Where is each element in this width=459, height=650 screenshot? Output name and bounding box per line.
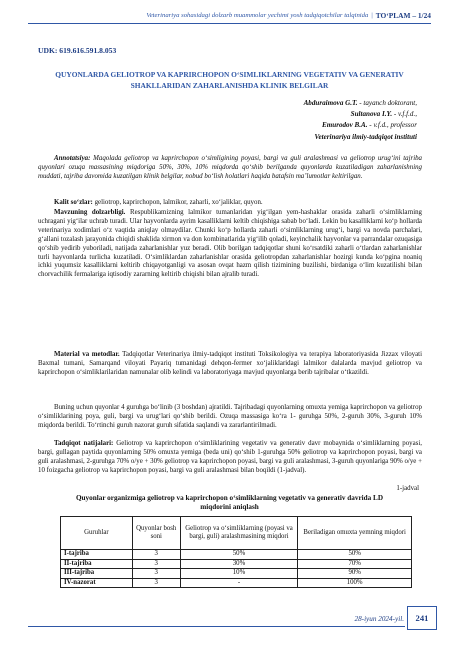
column-header: Quyonlar bosh soni bbox=[132, 517, 180, 550]
column-header: Beriladigan omuxta yemning miqdori bbox=[298, 517, 412, 550]
table-cell: 3 bbox=[132, 578, 180, 588]
author-name: Abduraimova G.T. bbox=[303, 99, 358, 107]
abstract-paragraph bbox=[38, 155, 422, 182]
relevance-text: Respublikamizning lalmikor tumanlaridan yig‘ilgan yem-hashaklar orasida zaharli o‘simliklarning uchragani yig‘ilar uchrab turadi. Ular hayvonlarda ayrim kasalliklarni keltib chiqishiga sabab bo‘ladi. Lekin bu kasalliklarni ko‘p hollarda veterinariya xodimlari o‘z vaqtida aniqlay olmaydilar. Chunki ko‘p hollarda zaharli o‘simliklarning urug‘i, bargi va novda parchalari, g‘allani tozalash jarayonida chiqidi shaklida xirmon va don kombinatlarida yig‘ilib qoladi, keyinchalik hayvonlar va parrandalar ozuqasiga qo‘shib yedirib yuboriladi, natijada zaharlanishlar yuz beradi. Olib borilgan tadqiqotlar shuni ko‘rsatdiki zaharli o‘tlardan zaharlanishlar turli hayvonlarda turlicha kuzatiladi. O‘simliklardan zaharlanishlar orasida geliotropdan zaharlanishlar hozirgi kunda ko‘pgina noaniq ichki yuqumsiz kasalliklarni keltirib chiqayotganligi va asosan ovqat hazm qilish tizimining buzilishi, birdaniga o‘lim kuzatilishi bilan chorvachilik fermalariga iqtisodiy zararning keltirib chiqishi bilan ajralib turadi. bbox=[38, 209, 423, 279]
table-title: Quyonlar organizmiga geliotrop va kaprirchopon o‘simliklarning vegetativ va generativ davrida LD miqdorini aniqlash bbox=[75, 494, 384, 511]
header-separator: | bbox=[371, 11, 373, 19]
relevance-label: Mavzuning dolzarbligi. bbox=[54, 209, 126, 216]
column-header: Geliotrop va o‘simliklarning (poyasi va bargi, guli) aralashmasining miqdori bbox=[180, 517, 298, 550]
udk-code: UDK: 619.616.591.8.053 bbox=[38, 46, 117, 55]
table-header-row bbox=[61, 517, 412, 550]
footer-rule bbox=[28, 626, 405, 627]
abstract-label: Annotatsiya: bbox=[54, 155, 91, 162]
table-row bbox=[61, 559, 412, 569]
table-cell: - bbox=[180, 578, 298, 588]
institution: Veterinariya ilmiy-tadqiqot instituti bbox=[314, 132, 417, 141]
keywords-text: geliotrop, kaprirchopon, lalmikor, zaharli, xo‘jaliklar, quyon. bbox=[92, 199, 263, 206]
results-paragraph bbox=[38, 440, 422, 476]
table-cell: IV-nazorat bbox=[61, 578, 133, 588]
table-cell: 30% bbox=[180, 559, 298, 569]
running-header bbox=[28, 8, 431, 22]
table-cell: 3 bbox=[132, 559, 180, 569]
page-number: 241 bbox=[407, 606, 437, 630]
header-rule bbox=[28, 23, 431, 24]
table-row bbox=[61, 578, 412, 588]
table-cell: II-tajriba bbox=[61, 559, 133, 569]
table-cell: 50% bbox=[180, 550, 298, 560]
keywords-paragraph bbox=[38, 199, 422, 208]
author-name: Emurodov B.A. bbox=[322, 121, 368, 130]
table-cell: 90% bbox=[298, 569, 412, 579]
results-label: Tadqiqot natijalari: bbox=[54, 440, 114, 447]
table-cell: I-tajriba bbox=[61, 550, 133, 560]
running-title: Veterinariya sohasidagi dolzarb muammolar yechimi yosh tadqiqotchilar talqinida bbox=[146, 11, 369, 19]
table-cell: 70% bbox=[298, 559, 412, 569]
methods-paragraph bbox=[38, 351, 422, 378]
column-header: Guruhlar bbox=[61, 517, 133, 550]
keywords-label: Kalit so‘zlar: bbox=[54, 199, 93, 206]
methods-label: Material va metodlar. bbox=[54, 351, 120, 358]
author-name: Sultanova I.Y. bbox=[350, 110, 393, 119]
table-cell: 3 bbox=[132, 569, 180, 579]
author-line bbox=[304, 120, 417, 131]
results-text: Geliotrop va kaprirchopon o‘simliklarining vegetativ va generativ davr mobaynida o‘simliklarning poyasi, bargi, gullagan paytida quyonlarning 50% omuxta yemiga (beda uni) qo‘shib 1-guruhga 50% geliotrop va kaprirchopon poyasi, bargi va guli aralashmasi, 2-guruhga 70% o/ye + 30% geliotrop va kaprirchopon poyasi, bargi va guli aralashmasi, 3-guruh quyonlariga 90% o/ye + 10 foizgacha geliotrop va kaprirchopon poyasi, bargi va guli aralashmasi bilan boqildi (1-jadval). bbox=[38, 440, 422, 474]
table-number: 1-jadval bbox=[396, 485, 419, 492]
journal-title: TO‘PLAM – 1/24 bbox=[375, 10, 431, 20]
table-cell: 10% bbox=[180, 569, 298, 579]
methods-paragraph-2: Buning uchun quyonlar 4 guruhga bo‘linib (3 boshdan) ajratildi. Tajribadagi quyonlarning omuxta yemiga kaprirchopon va geliotrop o‘simliklarining poya, guli, bargi va urug‘lari qo‘shib berildi. Ozuqa massasiga ko‘ra 1- guruhga 50%, 2-guruh 30%, 3-guruh 10% miqdorda berildi. To‘rtinchi guruh nazorat guruh sifatida saqlandi va zararlantirilmadi. bbox=[38, 404, 422, 429]
abstract-text: Maqolada geliotrop va kaprirchopon o‘simligining poyasi, bargi va guli aralashmasi va geliotrop urug‘ini tajriba quyonlari ozuqa massasining miqdoriga 50%, 30%, 10% miqdorda qo‘shib berilganda quyonlarda kuzatiladigan zaharlanishning muddati, tajriba davomida kuzatilgan klinik belgilar, nobud bo‘lish holatlari haqida batafsin ma’lumotlar keltirilgan. bbox=[38, 155, 422, 180]
table-cell: 50% bbox=[298, 550, 412, 560]
author-role: - v.f.f.d., bbox=[392, 110, 417, 119]
article-title: QUYONLARDA GELIOTROP VA KAPRIRCHOPON O‘SIMLIKLARNING VEGETATIV VA GENERATIV SHAKLLARIDAN ZAHARLANISHDA KLINIK BELGILAR bbox=[55, 70, 404, 90]
table-cell: 3 bbox=[132, 550, 180, 560]
publication-date: 28-iyun 2024-yil. bbox=[354, 615, 404, 623]
methods-text: Tadqiqotlar Veterinariya ilmiy-tadqiqot instituti Toksikologiya va terapiya laboratoriyasida Jizzax viloyati Baxmal tumani, Samarqand viloyati Payariq tumanidagi dehqon-fermer xo‘jaliklaridagi lalmikor dalalarda mavjud geliotrop va kaprirchopon o‘simliklarilaridan namunalar olib kelindi va laboratoriyaga mavjud quyonlarga berib tajribalar o‘tkazildi. bbox=[38, 351, 422, 376]
table-cell: III-tajriba bbox=[61, 569, 133, 579]
table-row bbox=[61, 550, 412, 560]
table-cell: 100% bbox=[298, 578, 412, 588]
author-line bbox=[304, 98, 417, 109]
table-row bbox=[61, 569, 412, 579]
author-role: - tayanch doktorant, bbox=[357, 99, 417, 107]
author-line bbox=[304, 109, 417, 120]
results-table bbox=[60, 516, 412, 588]
author-block bbox=[304, 98, 417, 143]
author-role: - v.f.d., professor bbox=[367, 121, 417, 130]
relevance-paragraph bbox=[38, 209, 422, 280]
